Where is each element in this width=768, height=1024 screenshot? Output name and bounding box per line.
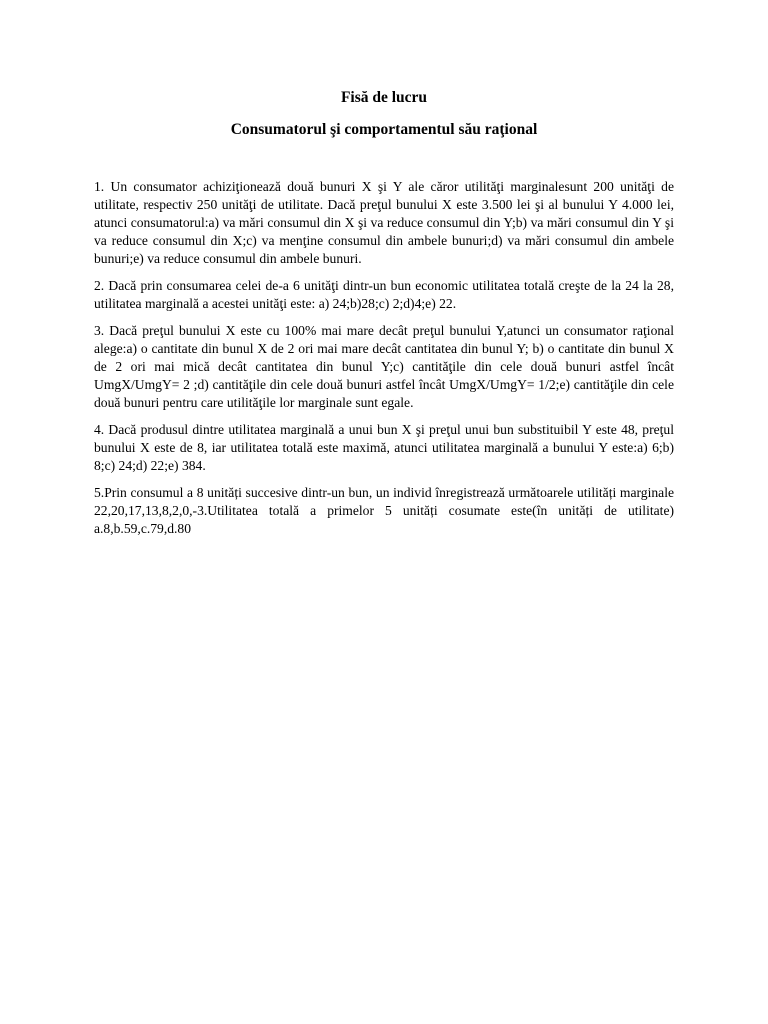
question-3: 3. Dacă preţul bunului X este cu 100% mai mare decât preţul bunului Y,atunci un consumator raţional alege:a) o cantitate din bunul X de 2 ori mai mare decât cantitatea din bunul Y; b) o cantitate din bunul X de 2 ori mai mică decât cantitatea din bunul Y;c) cantităţile din cele două bunuri astfel încât UmgX/UmgY= 2 ;d) cantităţile din cele două bunuri astfel încât UmgX/UmgY= 1/2;e) cantităţile din cele două bunuri pentru care utilităţile lor marginale sunt egale.: [94, 323, 674, 410]
document-body: [94, 178, 674, 547]
question-4: 4. Dacă produsul dintre utilitatea marginală a unui bun X şi preţul unui bun substituibil Y este 48, preţul bunului X este de 8, iar utilitatea totală este maximă, atunci utilitatea marginală a bunului Y este:a) 6;b) 8;c) 24;d) 22;e) 384.: [94, 422, 674, 473]
question-1: 1. Un consumator achiziţionează două bunuri X şi Y ale căror utilităţi marginalesunt 200 unităţi de utilitate, respectiv 250 unităţi de utilitate. Dacă preţul bunului X este 3.500 lei şi al bunului Y 4.000 lei, atunci consumatorul:a) va mări consumul din X şi va reduce consumul din Y;b) va mări consumul din Y şi va reduce consumul din X;c) va menţine consumul din ambele bunuri;d) va mări consumul din ambele bunuri;e) va reduce consumul din ambele bunuri.: [94, 179, 674, 266]
document-title: Fisă de lucru: [340, 89, 428, 106]
document-subtitle: Consumatorul şi comportamentul său raţional: [230, 121, 538, 138]
question-5: 5.Prin consumul a 8 unități succesive dintr-un bun, un individ înregistrează următoarele utilități marginale 22,20,17,13,8,2,0,-3.Utilitatea totală a primelor 5 unități cosumate este(în unități de utilitate) a.8,b.59,c.79,d.80: [94, 485, 674, 536]
question-2: 2. Dacă prin consumarea celei de-a 6 unităţi dintr-un bun economic utilitatea totală creşte de la 24 la 28, utilitatea marginală a acestei unităţi este: a) 24;b)28;c) 2;d)4;e) 22.: [94, 278, 674, 311]
